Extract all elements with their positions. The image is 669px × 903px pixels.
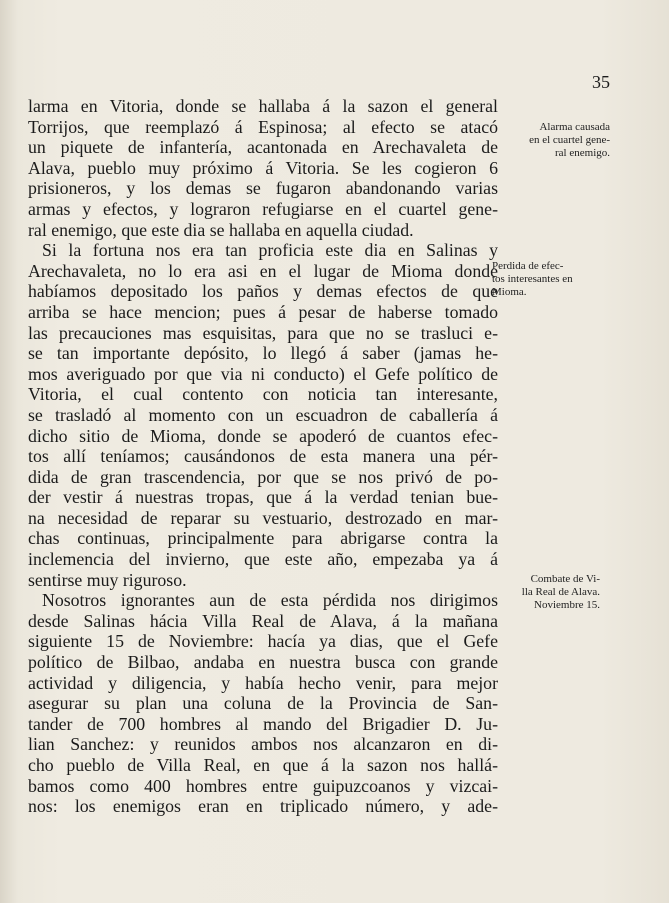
text-line: larma en Vitoria, donde se hallaba á la sazon el general bbox=[28, 96, 498, 116]
text-line: cho pueblo de Villa Real, en que á la sazon nos hallá- bbox=[28, 755, 498, 775]
margin-note-combate bbox=[496, 573, 600, 612]
paragraph-3 bbox=[28, 590, 498, 817]
margin-note-line: Alarma causada bbox=[539, 121, 610, 133]
text-line: chas continuas, principalmente para abrigarse contra la bbox=[28, 528, 498, 549]
text-line: Nosotros ignorantes aun de esta pérdida nos dirigimos bbox=[42, 590, 498, 611]
margin-note-line: Perdida de efec- bbox=[492, 260, 564, 272]
text-line: se trasladó al momento con un escuadron de caballería á bbox=[28, 404, 498, 425]
text-line: dida de gran trascendencia, por que se nos privó de po- bbox=[28, 466, 498, 487]
paragraph-1 bbox=[28, 96, 498, 240]
margin-note-line: lla Real de Alava. bbox=[521, 586, 600, 598]
text-line: armas y efectos, y lograron refugiarse en el cuartel gene- bbox=[28, 198, 498, 219]
text-line: arriba se hace mencion; pues á pesar de haberse tomado bbox=[28, 301, 498, 322]
paragraph-2 bbox=[28, 240, 498, 590]
margin-note-line: tos interesantes en bbox=[492, 273, 573, 285]
margin-note-line: Noviembre 15. bbox=[534, 599, 600, 611]
page-number: 35 bbox=[592, 72, 610, 92]
text-line: bamos como 400 hombres entre guipuzcoanos y vizcai- bbox=[28, 775, 498, 796]
text-line: siguiente 15 de Noviembre: hacía ya dias, que el Gefe bbox=[28, 631, 498, 652]
text-line: tander de 700 hombres al mando del Brigadier D. Ju- bbox=[28, 713, 498, 734]
text-line: un piquete de infantería, acantonada en Arechavaleta de bbox=[28, 137, 498, 158]
text-line: Torrijos, que reemplazó á Espinosa; al efecto se atacó bbox=[28, 116, 498, 137]
margin-note-line: ral enemigo. bbox=[555, 147, 610, 159]
text-line: Alava, pueblo muy próximo á Vitoria. Se les cogieron 6 bbox=[28, 157, 498, 178]
text-line: inclemencia del invierno, que este año, empezaba ya á bbox=[28, 549, 498, 570]
text-line: desde Salinas hácia Villa Real de Alava, á la mañana bbox=[28, 610, 498, 631]
text-line: se tan importante depósito, lo llegó á saber (jamas he- bbox=[28, 343, 498, 364]
text-line: mos averiguado por que via ni conducto) el Gefe político de bbox=[28, 363, 498, 384]
text-line: ral enemigo, que este dia se hallaba en aquella ciudad. bbox=[28, 219, 414, 240]
margin-note-alarma bbox=[500, 121, 610, 160]
text-line: político de Bilbao, andaba en nuestra busca con grande bbox=[28, 652, 498, 673]
margin-note-perdida bbox=[492, 260, 604, 299]
text-line: nos: los enemigos eran en triplicado número, y ade- bbox=[28, 796, 498, 817]
text-line: Arechavaleta, no lo era asi en el lugar de Mioma donde bbox=[28, 260, 498, 281]
text-line: prisioneros, y los demas se fugaron abandonando varias bbox=[28, 178, 498, 199]
text-line: dicho sitio de Mioma, donde se apoderó de cuantos efec- bbox=[28, 425, 498, 446]
margin-note-line: Mioma. bbox=[492, 286, 527, 298]
text-line: na necesidad de reparar su vestuario, destrozado en mar- bbox=[28, 507, 498, 528]
text-line: tos allí teníamos; causándonos de esta manera una pér- bbox=[28, 446, 498, 467]
text-line: actividad y diligencia, y había hecho venir, para mejor bbox=[28, 672, 498, 693]
text-line: Si la fortuna nos era tan proficia este dia en Salinas y bbox=[42, 240, 498, 261]
body-text bbox=[28, 96, 498, 817]
text-line: habíamos depositado los paños y demas efectos de que bbox=[28, 281, 498, 302]
margin-note-line: Combate de Vi- bbox=[530, 573, 600, 585]
text-line: asegurar su plan una coluna de la Provincia de San- bbox=[28, 693, 498, 714]
text-line: lian Sanchez: y reunidos ambos nos alcanzaron en di- bbox=[28, 734, 498, 755]
text-line: Vitoria, el cual contento con noticia tan interesante, bbox=[28, 384, 498, 405]
text-line: sentirse muy riguroso. bbox=[28, 569, 187, 590]
text-line: der vestir á nuestras tropas, que á la verdad tenian bue- bbox=[28, 487, 498, 508]
margin-note-line: en el cuartel gene- bbox=[529, 134, 610, 146]
text-line: las precauciones mas esquisitas, para que no se trasluci e- bbox=[28, 322, 498, 343]
